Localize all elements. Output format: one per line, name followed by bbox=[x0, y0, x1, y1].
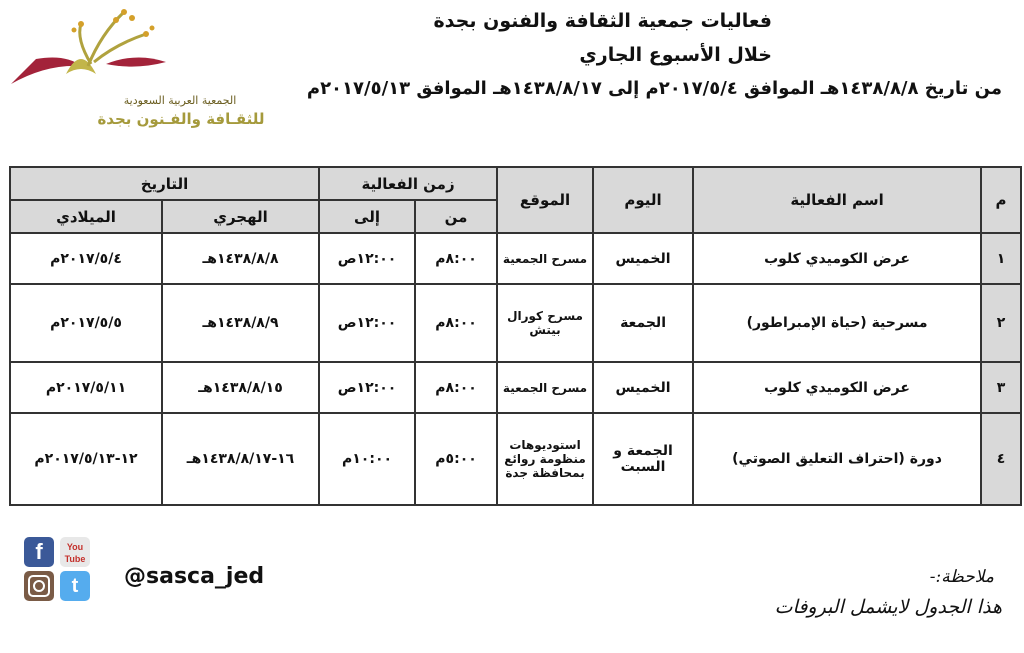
note-text: هذا الجدول لايشمل البروفات bbox=[774, 596, 1002, 618]
event-day: الجمعة و السبت bbox=[593, 413, 693, 505]
logo-text-line1: الجمعية العربية السعودية bbox=[123, 94, 237, 107]
event-name: مسرحية (حياة الإمبراطور) bbox=[693, 284, 981, 362]
event-date-hijri: ١٤٣٨/٨/٩هـ bbox=[162, 284, 319, 362]
date-range: من تاريخ ١٤٣٨/٨/٨هـ الموافق ٢٠١٧/٥/٤م إلى ١٤٣٨/٨/١٧هـ الموافق ٢٠١٧/٥/١٣م bbox=[306, 78, 1002, 99]
header-location: الموقع bbox=[497, 167, 593, 233]
row-num: ٤ bbox=[981, 413, 1021, 505]
row-num: ٣ bbox=[981, 362, 1021, 413]
facebook-icon[interactable]: f bbox=[24, 537, 54, 567]
social-handle[interactable]: @sasca_jed bbox=[124, 564, 265, 589]
twitter-icon[interactable]: t bbox=[60, 571, 90, 601]
event-date-gregorian: ٢٠١٧/٥/٤م bbox=[10, 233, 162, 284]
event-date-gregorian: ٢٠١٧/٥/١١م bbox=[10, 362, 162, 413]
event-name: عرض الكوميدي كلوب bbox=[693, 233, 981, 284]
events-table bbox=[9, 166, 1022, 506]
header-event-name: اسم الفعالية bbox=[693, 167, 981, 233]
table-row bbox=[10, 233, 1021, 284]
event-location: مسرح الجمعية bbox=[497, 233, 593, 284]
event-time-from: ٨:٠٠م bbox=[415, 233, 497, 284]
event-date-hijri: ١٦-١٤٣٨/٨/١٧هـ bbox=[162, 413, 319, 505]
instagram-icon[interactable] bbox=[24, 571, 54, 601]
header-time-to: إلى bbox=[319, 200, 415, 233]
event-day: الخميس bbox=[593, 362, 693, 413]
event-time-to: ١٢:٠٠ص bbox=[319, 284, 415, 362]
event-location: مسرح كورال بيتش bbox=[497, 284, 593, 362]
header-time: زمن الفعالية bbox=[319, 167, 497, 200]
youtube-icon[interactable]: You Tube bbox=[60, 537, 90, 567]
table-row bbox=[10, 362, 1021, 413]
table-row bbox=[10, 284, 1021, 362]
header-date-gregorian: الميلادي bbox=[10, 200, 162, 233]
header-date-hijri: الهجري bbox=[162, 200, 319, 233]
header-day: اليوم bbox=[593, 167, 693, 233]
event-time-to: ١٢:٠٠ص bbox=[319, 362, 415, 413]
event-day: الجمعة bbox=[593, 284, 693, 362]
event-day: الخميس bbox=[593, 233, 693, 284]
event-name: دورة (احتراف التعليق الصوتي) bbox=[693, 413, 981, 505]
event-time-from: ٥:٠٠م bbox=[415, 413, 497, 505]
page-subtitle: خلال الأسبوع الجاري bbox=[579, 44, 772, 66]
event-time-to: ١٢:٠٠ص bbox=[319, 233, 415, 284]
header-num: م bbox=[981, 167, 1021, 233]
page-title: فعاليات جمعية الثقافة والفنون بجدة bbox=[433, 10, 772, 32]
social-icons bbox=[24, 537, 92, 603]
page-header bbox=[270, 10, 1002, 99]
logo-graphic bbox=[6, 4, 176, 104]
row-num: ١ bbox=[981, 233, 1021, 284]
event-date-gregorian: ٢٠١٧/٥/٥م bbox=[10, 284, 162, 362]
note-label: ملاحظة:- bbox=[929, 567, 994, 587]
logo-text-line2: للثقـافة والفـنون بجدة bbox=[97, 110, 265, 128]
event-time-from: ٨:٠٠م bbox=[415, 362, 497, 413]
event-name: عرض الكوميدي كلوب bbox=[693, 362, 981, 413]
event-date-gregorian: ١٢-٢٠١٧/٥/١٣م bbox=[10, 413, 162, 505]
event-time-from: ٨:٠٠م bbox=[415, 284, 497, 362]
header-time-from: من bbox=[415, 200, 497, 233]
row-num: ٢ bbox=[981, 284, 1021, 362]
table-row bbox=[10, 413, 1021, 505]
event-date-hijri: ١٤٣٨/٨/٨هـ bbox=[162, 233, 319, 284]
event-location: استوديوهات منظومة روائع بمحافظة جدة bbox=[497, 413, 593, 505]
event-date-hijri: ١٤٣٨/٨/١٥هـ bbox=[162, 362, 319, 413]
event-time-to: ١٠:٠٠م bbox=[319, 413, 415, 505]
event-location: مسرح الجمعية bbox=[497, 362, 593, 413]
header-date: التاريخ bbox=[10, 167, 319, 200]
